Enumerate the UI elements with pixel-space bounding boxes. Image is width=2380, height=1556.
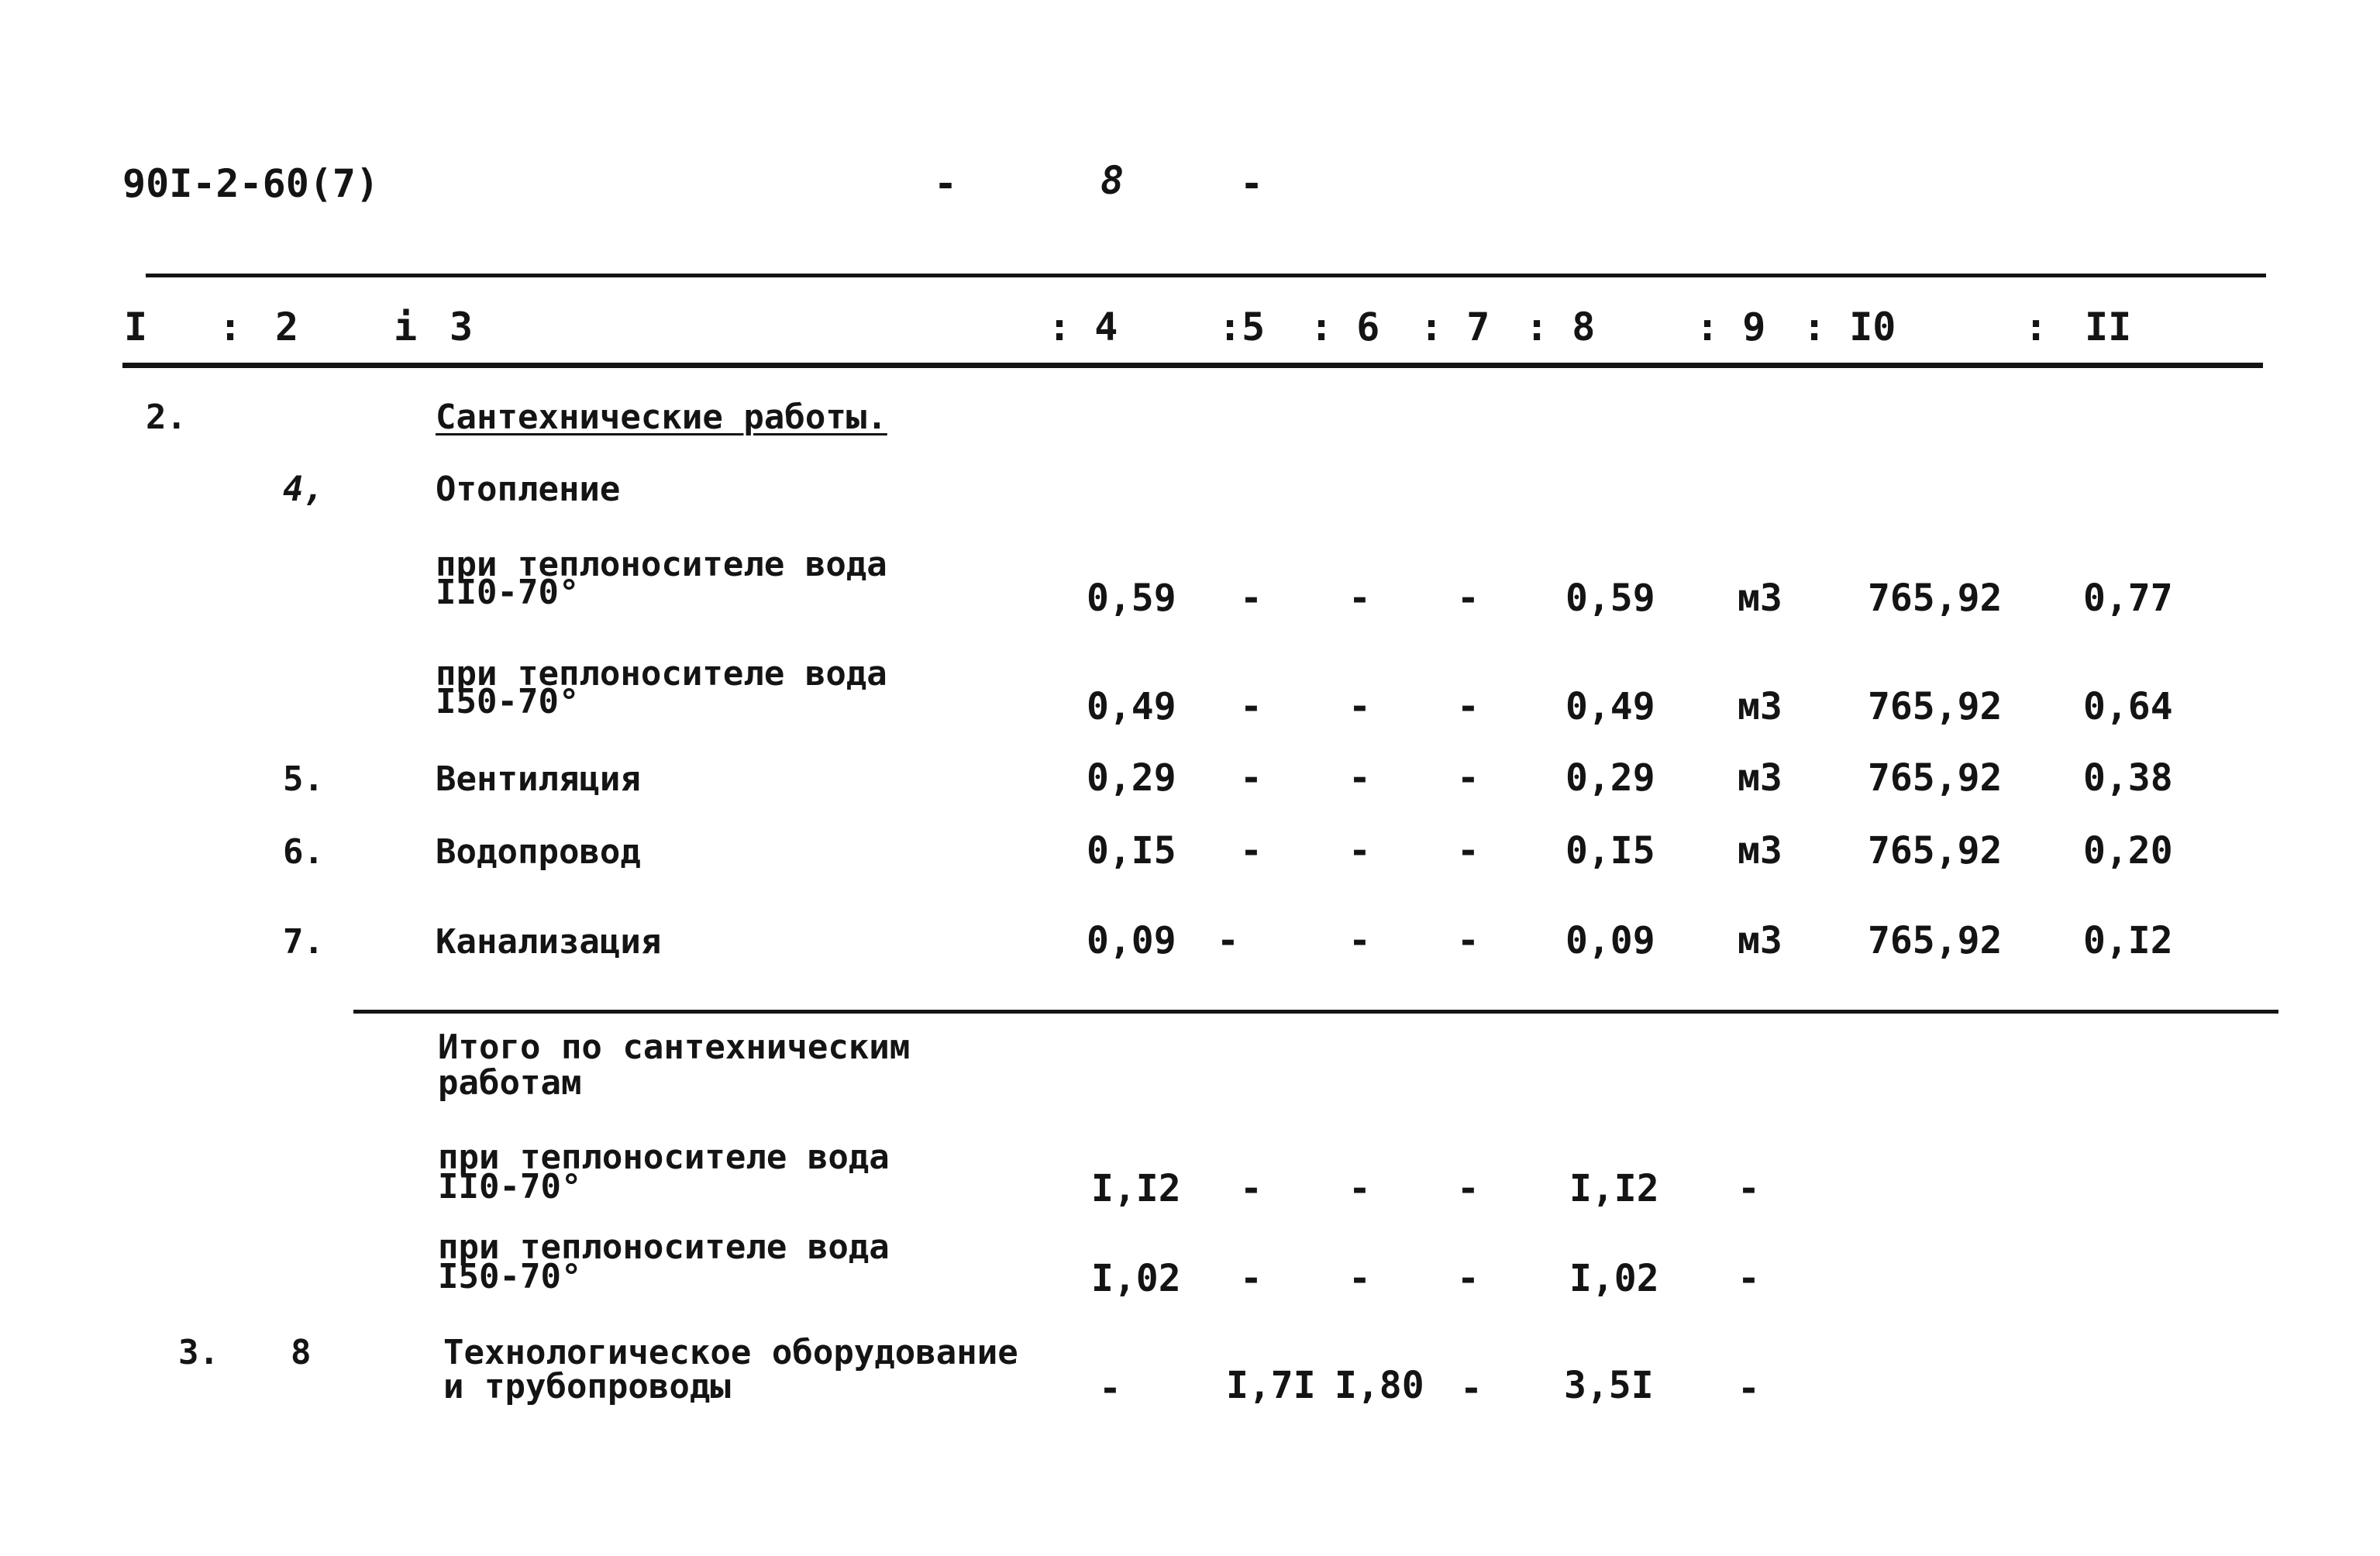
cell-col9: м3 [1738,756,1782,800]
row-number: 6. [283,832,324,872]
col-header-1: I [124,305,148,349]
cell-col8: 0,29 [1565,756,1655,800]
cell-col11: 0,38 [2083,756,2173,800]
cell-col8: I,02 [1569,1257,1659,1300]
subsection-number: 8 [291,1333,312,1372]
col-header-11: II [2085,305,2132,349]
cell-col7: - [1460,1367,1483,1410]
cell-col4: I,02 [1091,1257,1181,1300]
cell-col5: I,7I [1226,1364,1316,1407]
cell-col10: 765,92 [1868,829,2003,873]
cell-col5: - [1240,577,1262,620]
cell-col8: I,I2 [1569,1167,1659,1210]
row-label-sub: II0-70° [438,1167,582,1207]
totals-title: Итого по сантехническим [438,1028,911,1067]
row-label-sub: и трубопроводы [443,1367,731,1406]
col-header-3: 3 [449,305,474,349]
subtotal-rule [353,1010,2278,1014]
cell-col4: - [1099,1367,1121,1410]
cell-col6: - [1348,685,1371,728]
cell-col10: 765,92 [1868,685,2003,728]
row-label: при теплоносителе вода [438,1227,890,1267]
cell-col6: - [1348,829,1371,873]
col-separator: : [2024,305,2048,349]
cell-col4: 0,I5 [1087,829,1176,873]
cell-col6: I,80 [1335,1364,1424,1407]
cell-col4: I,I2 [1091,1167,1181,1210]
row-label: при теплоносителе вода [438,1138,890,1177]
section-number: 3. [178,1333,219,1372]
section-title: Сантехнические работы. [436,398,887,437]
row-label: Вентиляция [436,759,641,799]
cell-col9: м3 [1738,829,1782,873]
totals-title-sub: работам [438,1063,582,1103]
cell-col7: - [1457,1257,1479,1300]
col-header-8: : 8 [1525,305,1596,349]
cell-col10: 765,92 [1868,577,2003,620]
cell-col7: - [1457,577,1479,620]
subsection-title: Отопление [436,470,621,509]
row-number: 5. [283,759,324,799]
row-number: 7. [283,922,324,962]
cell-col5: - [1240,829,1262,873]
top-rule [146,274,2266,277]
cell-col11: 0,77 [2083,577,2173,620]
col-header-2: 2 [275,305,299,349]
cell-col10: 765,92 [1868,919,2003,962]
cell-col11: 0,20 [2083,829,2173,873]
cell-col6: - [1348,577,1371,620]
row-label: Канализация [436,922,662,962]
cell-col5: - [1240,1257,1262,1300]
cell-col9: м3 [1738,919,1782,962]
header-bottom-rule [122,363,2263,368]
cell-col6: - [1348,1257,1371,1300]
cell-col7: - [1457,1167,1479,1210]
cell-col7: - [1457,685,1479,728]
col-separator: і [394,305,418,349]
section-number: 2. [146,398,187,437]
cell-col8: 0,09 [1565,919,1655,962]
cell-col10: 765,92 [1868,756,2003,800]
cell-col9: м3 [1738,685,1782,728]
cell-col7: - [1457,829,1479,873]
cell-col4: 0,59 [1087,577,1176,620]
row-label: при теплоносителе вода [436,654,887,694]
document-code: 90I-2-60(7) [122,161,380,206]
cell-col8: 0,59 [1565,577,1655,620]
cell-col5: - [1240,756,1262,800]
page-dash-right: - [1240,161,1264,206]
cell-col4: 0,49 [1087,685,1176,728]
col-header-10: : I0 [1803,305,1896,349]
col-header-5: :5 [1218,305,1266,349]
cell-col5: - [1240,1167,1262,1210]
cell-col9: - [1738,1167,1760,1210]
cell-col9: - [1738,1367,1760,1410]
row-label: при теплоносителе вода [436,545,887,584]
col-header-9: : 9 [1696,305,1766,349]
cell-col11: 0,I2 [2083,919,2173,962]
cell-col9: - [1738,1257,1760,1300]
cell-col6: - [1348,756,1371,800]
cell-col7: - [1457,919,1479,962]
subsection-number: 4, [283,470,324,509]
cell-col7: - [1457,756,1479,800]
cell-col6: - [1348,1167,1371,1210]
cell-col8: 3,5I [1564,1364,1654,1407]
col-header-6: : 6 [1310,305,1380,349]
row-label: Водопровод [436,832,641,872]
row-label-sub: II0-70° [436,573,580,612]
col-header-7: : 7 [1420,305,1490,349]
page-number: 8 [1100,158,1125,203]
col-header-4: : 4 [1048,305,1118,349]
row-label-sub: I50-70° [438,1257,582,1296]
cell-col8: 0,49 [1565,685,1655,728]
cell-col11: 0,64 [2083,685,2173,728]
cell-col8: 0,I5 [1565,829,1655,873]
row-label-sub: I50-70° [436,682,580,721]
cell-col9: м3 [1738,577,1782,620]
cell-col4: 0,09 [1087,919,1176,962]
cell-col4: 0,29 [1087,756,1176,800]
cell-col5: - [1217,919,1239,962]
page-dash-left: - [934,161,958,206]
cell-col6: - [1348,919,1371,962]
cell-col5: - [1240,685,1262,728]
row-label: Технологическое оборудование [443,1333,1018,1372]
col-separator: : [219,305,243,349]
